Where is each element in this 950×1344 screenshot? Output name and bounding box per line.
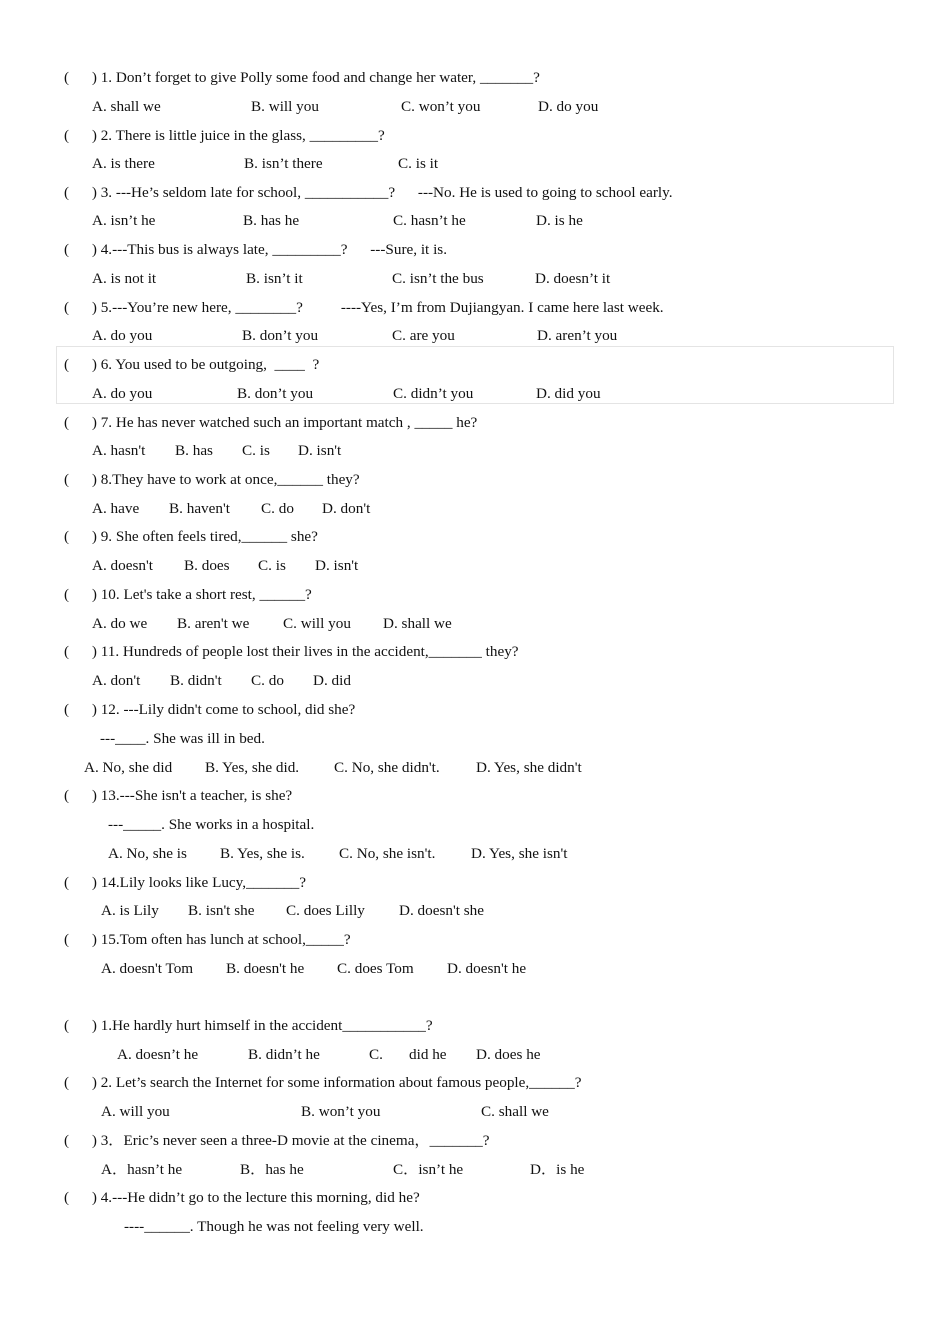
answer-option: A. will you xyxy=(101,1103,170,1120)
question-text: ( ) 8.They have to work at once,______ they? xyxy=(64,471,360,488)
question-text: ( ) 11. Hundreds of people lost their lives in the accident,_______ they? xyxy=(64,643,519,660)
answer-option: B. don’t you xyxy=(242,327,319,344)
answer-option: C．isn’t he xyxy=(393,1161,464,1178)
answer-option: D. doesn’t it xyxy=(535,270,611,287)
question-text: ( ) 3．Eric’s never seen a three-D movie at the cinema，_______? xyxy=(64,1132,490,1149)
answer-option: B. has he xyxy=(243,212,300,229)
question-text: ( ) 4.---This bus is always late, _________? ---Sure, it is. xyxy=(64,241,447,258)
answer-option: D. isn't xyxy=(298,442,342,459)
answer-option: A. doesn't xyxy=(92,557,153,574)
answer-option: C. didn’t you xyxy=(393,385,474,402)
answer-option: D. doesn't he xyxy=(447,960,527,977)
answer-option: A. No, she did xyxy=(84,759,173,776)
answer-option: C. do xyxy=(261,500,294,517)
question-text: ( ) 15.Tom often has lunch at school,_____? xyxy=(64,931,351,948)
answer-option: B. doesn't he xyxy=(226,960,305,977)
question-text: ( ) 1.He hardly hurt himself in the accident___________? xyxy=(64,1017,433,1034)
answer-option: C. is xyxy=(242,442,270,459)
answer-option: B. haven't xyxy=(169,500,230,517)
answer-option: B. aren't we xyxy=(177,615,250,632)
answer-option: B．has he xyxy=(240,1161,304,1178)
answer-option: C. shall we xyxy=(481,1103,549,1120)
answer-option: B. does xyxy=(184,557,230,574)
question-text: ( ) 12. ---Lily didn't come to school, did she? xyxy=(64,701,356,718)
answer-option: B. didn't xyxy=(170,672,222,689)
answer-option: C. does Lilly xyxy=(286,902,365,919)
answer-option: B. Yes, she is. xyxy=(220,845,305,862)
question-text: ( ) 9. She often feels tired,______ she? xyxy=(64,528,318,545)
answer-option: C. hasn’t he xyxy=(393,212,466,229)
answer-option: A. have xyxy=(92,500,140,517)
answer-option: C. xyxy=(369,1046,383,1063)
answer-option: A. doesn't Tom xyxy=(101,960,194,977)
answer-option: A. do we xyxy=(92,615,148,632)
answer-option: A. is Lily xyxy=(101,902,159,919)
answer-option: A. is not it xyxy=(92,270,157,287)
question-text: ( ) 1. Don’t forget to give Polly some food and change her water, _______? xyxy=(64,69,540,86)
answer-option: A. No, she is xyxy=(108,845,187,862)
answer-option: C. isn’t the bus xyxy=(392,270,484,287)
answer-option: B. don’t you xyxy=(237,385,314,402)
answer-option: B. will you xyxy=(251,98,319,115)
answer-option: C. No, she didn't. xyxy=(334,759,440,776)
answer-option: D. aren’t you xyxy=(537,327,618,344)
answer-option: did he xyxy=(409,1046,447,1063)
answer-option: A. do you xyxy=(92,327,153,344)
question-text: ---____. She was ill in bed. xyxy=(100,730,265,747)
answer-option: D. does he xyxy=(476,1046,541,1063)
answer-option: D. do you xyxy=(538,98,599,115)
answer-option: D. did you xyxy=(536,385,601,402)
question-text: ( ) 2. There is little juice in the glass, _________? xyxy=(64,127,385,144)
question-text: ( ) 6. You used to be outgoing, ____ ? xyxy=(64,356,320,373)
question-text: ( ) 7. He has never watched such an important match , _____ he? xyxy=(64,414,478,431)
question-text: ( ) 4.---He didn’t go to the lecture this morning, did he? xyxy=(64,1189,420,1206)
answer-option: C. does Tom xyxy=(337,960,414,977)
answer-option: D. don't xyxy=(322,500,371,517)
answer-option: B. isn’t there xyxy=(244,155,323,172)
question-text: ---_____. She works in a hospital. xyxy=(108,816,315,833)
answer-option: A. don't xyxy=(92,672,141,689)
answer-option: D. is he xyxy=(536,212,583,229)
answer-option: A．hasn’t he xyxy=(101,1161,183,1178)
question-text: ( ) 14.Lily looks like Lucy,_______? xyxy=(64,874,306,891)
answer-option: C. is xyxy=(258,557,286,574)
question-text: ( ) 3. ---He’s seldom late for school, ___________? ---No. He is used to going to school early. xyxy=(64,184,673,201)
answer-option: C. is it xyxy=(398,155,439,172)
answer-option: A. do you xyxy=(92,385,153,402)
answer-option: C. do xyxy=(251,672,284,689)
answer-option: C. will you xyxy=(283,615,351,632)
answer-option: A. hasn't xyxy=(92,442,146,459)
answer-option: A. shall we xyxy=(92,98,161,115)
question-text: ( ) 13.---She isn't a teacher, is she? xyxy=(64,787,293,804)
question-text: ( ) 2. Let’s search the Internet for some information about famous people,______? xyxy=(64,1074,582,1091)
answer-option: D. Yes, she isn't xyxy=(471,845,568,862)
answer-option: D. doesn't she xyxy=(399,902,484,919)
question-text: ( ) 10. Let's take a short rest, ______? xyxy=(64,586,312,603)
answer-option: A. isn’t he xyxy=(92,212,156,229)
answer-option: D. isn't xyxy=(315,557,359,574)
question-text: ( ) 5.---You’re new here, ________? ----Yes, I’m from Dujiangyan. I came here last week. xyxy=(64,299,664,316)
answer-option: B. isn't she xyxy=(188,902,255,919)
answer-option: B. won’t you xyxy=(301,1103,381,1120)
question-text: ----______. Though he was not feeling very well. xyxy=(124,1218,424,1235)
answer-option: D. did xyxy=(313,672,351,689)
answer-option: B. isn’t it xyxy=(246,270,303,287)
answer-option: D. shall we xyxy=(383,615,452,632)
answer-option: A. doesn’t he xyxy=(117,1046,199,1063)
answer-option: B. Yes, she did. xyxy=(205,759,300,776)
answer-option: C. are you xyxy=(392,327,455,344)
answer-option: C. won’t you xyxy=(401,98,481,115)
answer-option: B. didn’t he xyxy=(248,1046,320,1063)
answer-option: C. No, she isn't. xyxy=(339,845,436,862)
answer-option: A. is there xyxy=(92,155,155,172)
answer-option: D．is he xyxy=(530,1161,585,1178)
answer-option: B. has xyxy=(175,442,213,459)
answer-option: D. Yes, she didn't xyxy=(476,759,582,776)
